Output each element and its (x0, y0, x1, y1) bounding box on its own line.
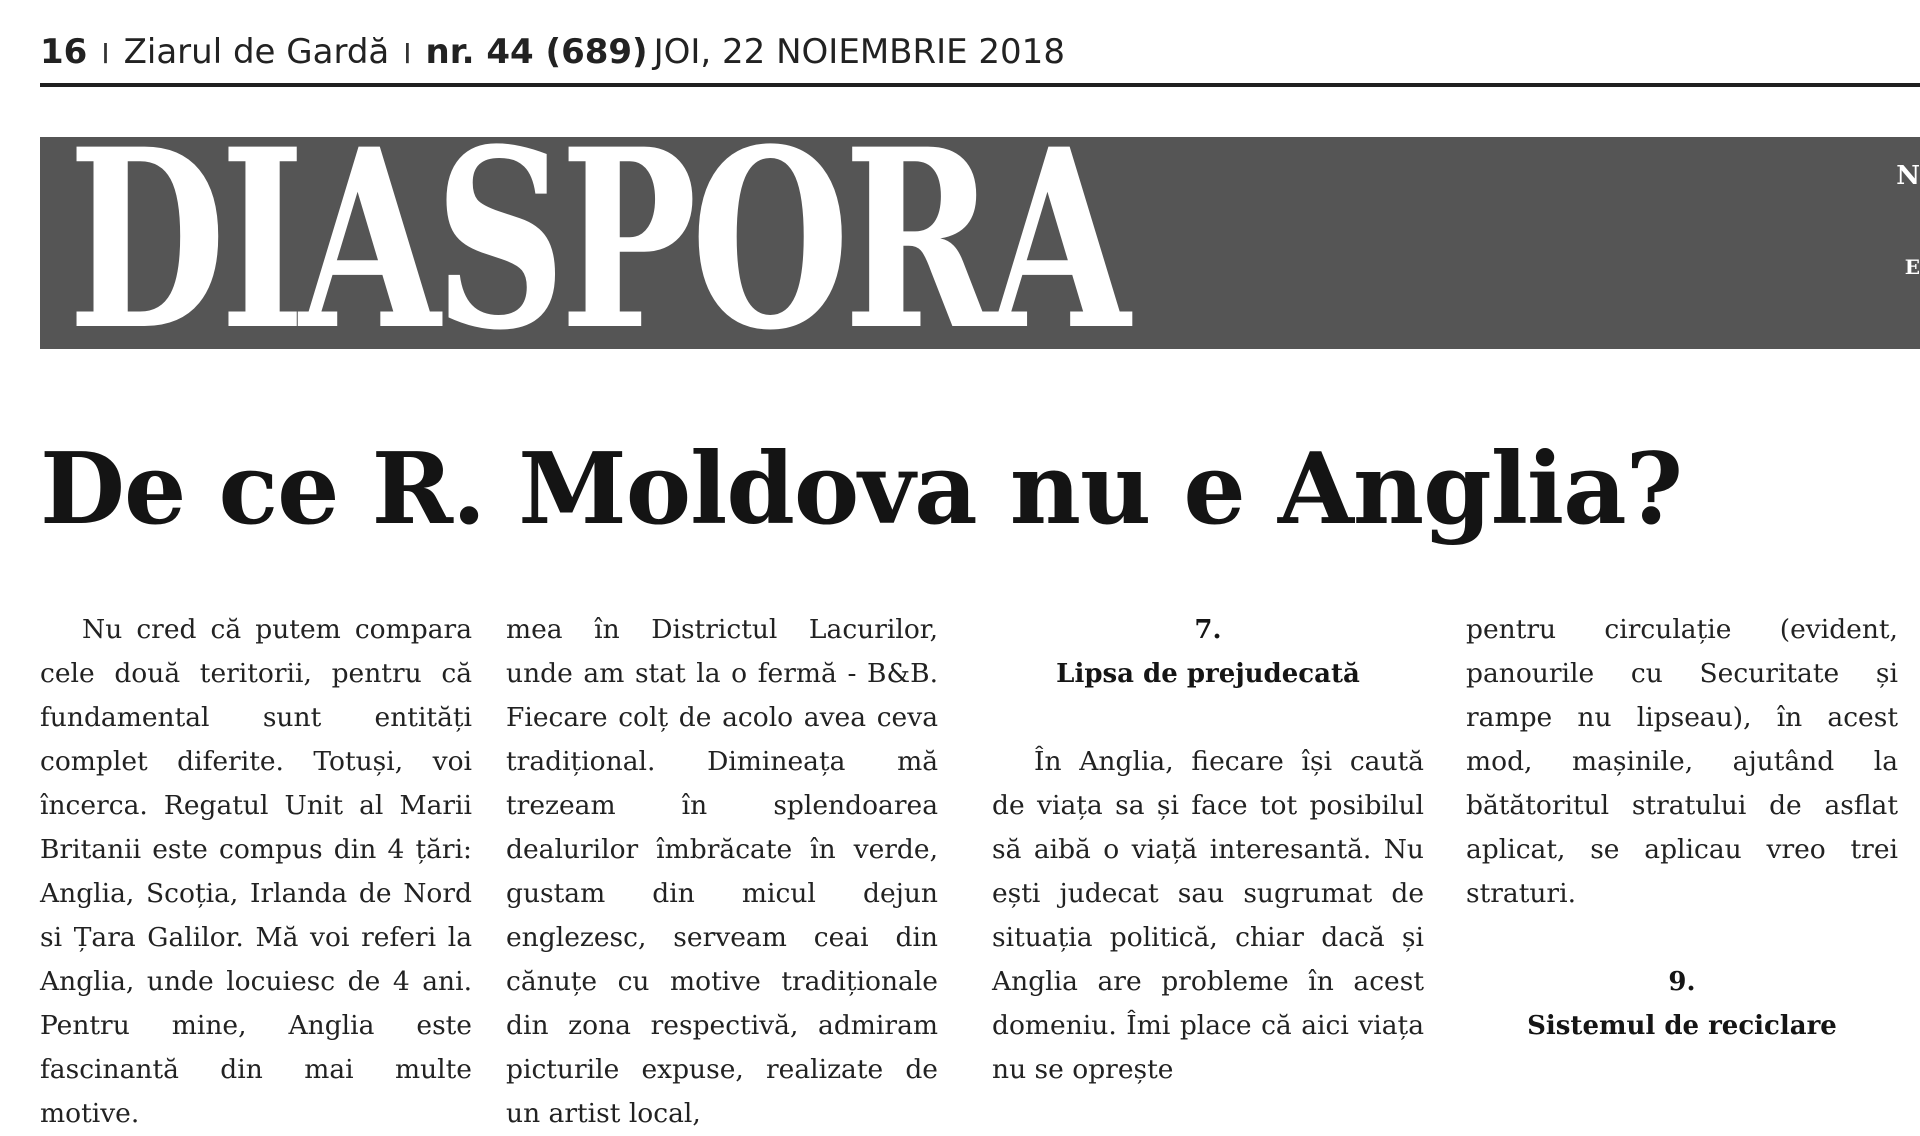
article-column-4 (1466, 608, 1898, 1048)
subheading-9-title: Sistemul de reciclare (1527, 1011, 1837, 1041)
column-3-paragraph: În Anglia, fiecare își caută de viața sa și face tot posibilul să aibă o viață interesantă. Nu ești judecat sau sugrumat de situația politică, chiar dacă și Anglia are probleme în acest domeniu. Îmi place că aici viața nu se oprește (992, 746, 1424, 1085)
spacer (1466, 916, 1898, 960)
subheading-7-number: 7. (1194, 615, 1222, 645)
publication-name: Ziarul de Gardă (123, 32, 390, 72)
section-banner (40, 137, 1920, 349)
column-2-paragraph: mea în Districtul Lacurilor, unde am stat la o fermă - B&B. Fiecare colț de acolo avea ceva tradițional. Dimineața mă trezeam în splendoarea dealurilor îmbrăcate în verde, gustam din micul dejun englezesc, serveam ceai din cănuțe cu motive tradiționale din zona respectivă, admiram picturile expuse, realizate de un artist local, (506, 614, 938, 1129)
header-rule (40, 83, 1920, 87)
article-column-1 (40, 608, 472, 1136)
banner-side-letter-bottom: E (1904, 255, 1920, 279)
subheading-9-number: 9. (1668, 967, 1696, 997)
header-separator-2: I (403, 37, 412, 70)
issue-number: nr. 44 (689) (425, 32, 648, 72)
page-header (40, 28, 1065, 78)
spacer (992, 696, 1424, 740)
subheading-7-title: Lipsa de prejudecată (1056, 659, 1360, 689)
article-column-2 (506, 608, 938, 1136)
header-separator: I (101, 37, 110, 70)
article-headline: De ce R. Moldova nu e Anglia? (40, 432, 1683, 547)
column-1-paragraph: Nu cred că putem compara cele două teritorii, pentru că fundamental sunt entități complet diferite. Totuși, voi încerca. Regatul Unit al Marii Britanii este compus din 4 țări: Anglia, Scoția, Irlanda de Nord si Țara Galilor. Mă voi referi la Anglia, unde locuiesc de 4 ani. Pentru mine, Anglia este fascinantă din mai multe motive. (40, 614, 472, 1129)
issue-date: JOI, 22 NOIEMBRIE 2018 (653, 32, 1065, 72)
banner-side-letter-top: N (1896, 161, 1920, 191)
column-4-paragraph: pentru circulație (evident, panourile cu Securitate și rampe nu lipseau), în acest mod, mașinile, ajutând la bătătoritul stratului de asflat aplicat, se aplicau vreo trei straturi. (1466, 614, 1898, 909)
section-title: DIASPORA (68, 137, 1125, 349)
page-number: 16 (40, 32, 88, 72)
article-column-3 (992, 608, 1424, 1092)
